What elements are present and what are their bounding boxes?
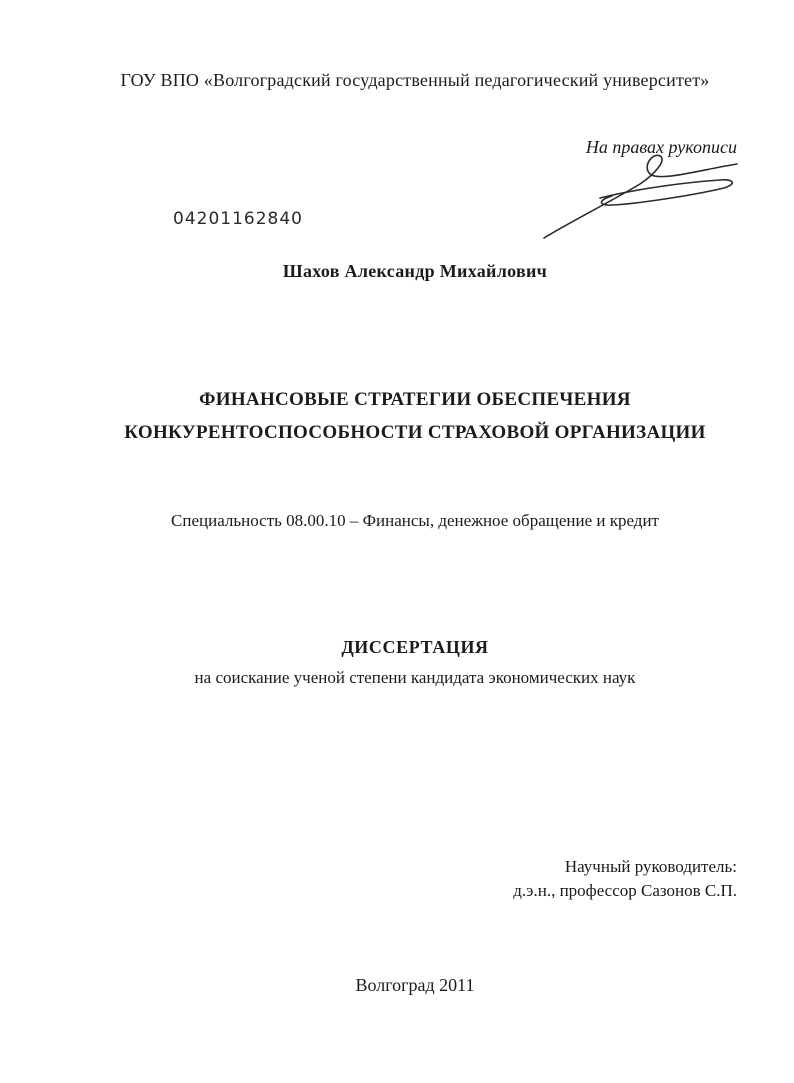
dissertation-title-line1: ФИНАНСОВЫЕ СТРАТЕГИИ ОБЕСПЕЧЕНИЯ	[199, 389, 631, 410]
supervisor-block	[513, 855, 737, 903]
registration-code: 04201162840	[173, 209, 303, 229]
city-year-line: Волгоград 2011	[355, 975, 475, 995]
dissertation-title-line2: КОНКУРЕНТОСПОСОБНОСТИ СТРАХОВОЙ ОРГАНИЗАЦИИ	[124, 422, 706, 443]
supervisor-label: Научный руководитель:	[564, 857, 737, 876]
document-type-heading: ДИССЕРТАЦИЯ	[341, 637, 489, 657]
degree-line: на соискание ученой степени кандидата экономических наук	[194, 668, 636, 687]
manuscript-rights-note: На правах рукописи	[585, 137, 737, 157]
specialty-line: Специальность 08.00.10 – Финансы, денежное обращение и кредит	[171, 511, 659, 530]
signature-image	[540, 150, 750, 242]
university-header: ГОУ ВПО «Волгоградский государственный педагогический университет»	[120, 70, 710, 90]
supervisor-name: д.э.н., профессор Сазонов С.П.	[513, 881, 737, 900]
author-name: Шахов Александр Михайлович	[282, 261, 548, 281]
dissertation-title	[36, 383, 794, 449]
